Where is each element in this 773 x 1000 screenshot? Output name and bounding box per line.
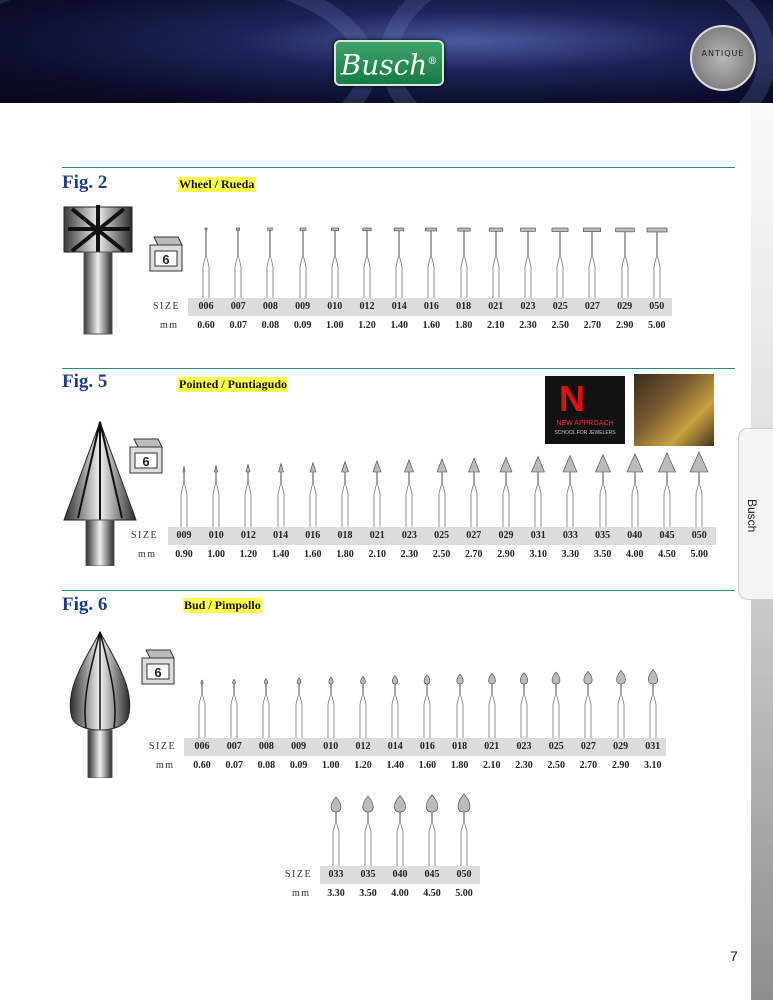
size-cell: 023 (520, 301, 536, 312)
size-cell: 021 (488, 301, 504, 312)
size-cell: 014 (273, 530, 289, 541)
size-cell: 012 (240, 530, 256, 541)
mm-cell: 0.60 (193, 760, 211, 771)
cone-bur-023 (396, 452, 422, 527)
bud-bur-035 (355, 790, 381, 866)
mm-cell: 5.00 (455, 888, 473, 899)
mm-cell: 4.00 (391, 888, 409, 899)
mm-cell: 4.50 (658, 549, 676, 560)
size-cell: 016 (419, 741, 435, 752)
size-cell: 023 (401, 530, 417, 541)
bud-bur-025 (543, 662, 569, 738)
cone-bur-012 (235, 452, 261, 527)
bud-bur-027 (575, 662, 601, 738)
mm-label: mm (138, 549, 157, 560)
bud-bur-045 (419, 790, 445, 866)
mm-label: mm (292, 888, 311, 899)
bud-bur-029 (608, 662, 634, 738)
bud-bur-012 (350, 662, 376, 738)
package-quantity-text: 6 (154, 665, 162, 680)
page-number: 7 (730, 948, 738, 964)
mm-cell: 1.60 (418, 760, 437, 771)
fig-2-name: Wheel / Rueda (179, 177, 255, 191)
wheel-bur-014 (386, 226, 412, 298)
wheel-bur-012 (354, 226, 380, 298)
size-cell: 029 (498, 530, 514, 541)
fig-5-title: Fig. 5 (62, 371, 108, 392)
fig-6-title: Fig. 6 (62, 594, 108, 615)
ad-new-approach[interactable] (545, 376, 625, 444)
wheel-bur-007 (225, 226, 251, 298)
mm-cell: 2.50 (551, 320, 569, 331)
wheel-bur-photo (60, 197, 138, 337)
mm-cell: 0.07 (225, 760, 243, 771)
wheel-bur-025 (547, 226, 573, 298)
size-cell: 050 (649, 301, 665, 312)
mm-cell: 3.30 (561, 549, 580, 560)
mm-cell: 1.40 (390, 320, 408, 331)
antique-seal-logo: ANTIQUE (690, 25, 756, 91)
mm-cell: 5.00 (648, 320, 666, 331)
size-cell: 007 (226, 741, 242, 752)
size-cell: 012 (355, 741, 371, 752)
size-label: SIZE (153, 301, 181, 312)
mm-cell: 3.10 (529, 549, 547, 560)
size-cell: 006 (194, 741, 210, 752)
wheel-bur-006 (193, 226, 219, 298)
mm-cell: 3.50 (593, 549, 612, 560)
mm-cell: 2.90 (615, 320, 634, 331)
size-bar (168, 527, 716, 545)
cone-bur-025 (429, 452, 455, 527)
mm-cell: 2.30 (515, 760, 533, 771)
wheel-bur-021 (483, 226, 509, 298)
size-cell: 035 (595, 530, 611, 541)
size-cell: 023 (516, 741, 532, 752)
size-cell: 027 (580, 741, 596, 752)
cone-bur-016 (300, 452, 326, 527)
bud-bur-007 (221, 662, 247, 738)
size-cell: 010 (323, 741, 339, 752)
mm-cell: 1.20 (239, 549, 258, 560)
bud-bur-050 (451, 790, 477, 866)
size-cell: 021 (484, 741, 500, 752)
size-bar (320, 866, 480, 884)
mm-cell: 1.80 (336, 549, 354, 560)
mm-cell: 0.08 (257, 760, 276, 771)
wheel-bur-027 (579, 226, 605, 298)
busch-logo: Busch® (334, 40, 444, 86)
mm-cell: 3.50 (359, 888, 377, 899)
size-cell: 040 (392, 869, 408, 880)
size-cell: 050 (456, 869, 472, 880)
size-cell: 010 (327, 301, 343, 312)
mm-cell: 1.00 (326, 320, 344, 331)
size-cell: 010 (208, 530, 224, 541)
section-rule (62, 590, 735, 591)
mm-cell: 1.40 (386, 760, 404, 771)
bud-bur-008 (253, 662, 279, 738)
mm-cell: 2.30 (400, 549, 419, 560)
section-tab-busch[interactable]: Busch (738, 428, 773, 600)
wheel-bur-023 (515, 226, 541, 298)
mm-cell: 0.09 (293, 320, 312, 331)
size-cell: 009 (176, 530, 192, 541)
mm-cell: 4.50 (423, 888, 441, 899)
mm-cell: 2.70 (465, 549, 483, 560)
size-cell: 045 (424, 869, 440, 880)
mm-cell: 0.07 (229, 320, 247, 331)
fig-6-name: Bud / Pimpollo (184, 598, 261, 612)
size-bar (188, 298, 672, 316)
size-bar (184, 738, 666, 756)
cone-bur-010 (203, 452, 229, 527)
size-cell: 014 (391, 301, 407, 312)
bud-bur-010 (318, 662, 344, 738)
package-quantity-text: 6 (142, 454, 150, 469)
cone-bur-021 (364, 452, 390, 527)
size-cell: 016 (423, 301, 439, 312)
bud-bur-016 (414, 662, 440, 738)
wheel-bur-008 (257, 226, 283, 298)
cone-bur-014 (268, 452, 294, 527)
size-cell: 008 (258, 741, 274, 752)
bud-bur-033 (323, 790, 349, 866)
size-label: SIZE (285, 869, 313, 880)
cone-bur-050 (686, 452, 712, 527)
page-header (0, 0, 773, 103)
mm-cell: 1.60 (304, 549, 322, 560)
size-cell: 007 (230, 301, 246, 312)
size-cell: 018 (456, 301, 472, 312)
wheel-bur-050 (644, 226, 670, 298)
size-cell: 009 (295, 301, 311, 312)
bud-bur-018 (447, 662, 473, 738)
size-cell: 006 (198, 301, 214, 312)
size-cell: 045 (659, 530, 675, 541)
section-rule (62, 368, 735, 369)
cone-bur-018 (332, 452, 358, 527)
size-cell: 031 (645, 741, 661, 752)
size-cell: 009 (291, 741, 307, 752)
cone-bur-031 (525, 452, 551, 527)
size-cell: 031 (530, 530, 546, 541)
size-cell: 025 (548, 741, 564, 752)
fig-5-name: Pointed / Puntiagudo (179, 377, 288, 391)
header-swirl (0, 0, 376, 103)
mm-cell: 1.80 (450, 760, 469, 771)
mm-cell: 2.90 (611, 760, 630, 771)
mm-cell: 1.00 (207, 549, 225, 560)
mm-cell: 0.08 (261, 320, 280, 331)
bud-bur-006 (189, 662, 215, 738)
mm-label: mm (156, 760, 175, 771)
mm-cell: 2.10 (483, 760, 501, 771)
bud-bur-photo (60, 630, 140, 778)
bud-bur-009 (286, 662, 312, 738)
wheel-bur-010 (322, 226, 348, 298)
mm-cell: 2.10 (487, 320, 505, 331)
jewelry-photo (634, 374, 714, 446)
package-quantity-icon (128, 437, 164, 475)
fig-2-title: Fig. 2 (62, 172, 108, 193)
package-quantity-icon (148, 235, 184, 273)
mm-cell: 2.50 (432, 549, 451, 560)
mm-cell: 1.20 (358, 320, 376, 331)
mm-cell: 0.60 (197, 320, 215, 331)
size-cell: 025 (552, 301, 568, 312)
mm-cell: 0.09 (289, 760, 308, 771)
size-cell: 014 (387, 741, 403, 752)
mm-cell: 2.70 (583, 320, 602, 331)
size-cell: 018 (452, 741, 468, 752)
wheel-bur-009 (290, 226, 316, 298)
mm-cell: 5.00 (690, 549, 708, 560)
size-cell: 021 (369, 530, 385, 541)
wheel-bur-018 (451, 226, 477, 298)
mm-cell: 3.30 (327, 888, 345, 899)
ad-line-1: NEW APPROACH (556, 420, 614, 427)
size-cell: 035 (360, 869, 376, 880)
size-cell: 025 (434, 530, 450, 541)
bud-bur-040 (387, 790, 413, 866)
size-cell: 016 (305, 530, 321, 541)
bud-bur-023 (511, 662, 537, 738)
size-cell: 012 (359, 301, 375, 312)
wheel-bur-016 (418, 226, 444, 298)
size-cell: 033 (562, 530, 578, 541)
mm-cell: 1.60 (422, 320, 441, 331)
cone-bur-040 (622, 452, 648, 527)
size-cell: 027 (466, 530, 482, 541)
mm-label: mm (160, 320, 179, 331)
ad-line-2: SCHOOL FOR JEWELERS (554, 430, 616, 436)
cone-bur-045 (654, 452, 680, 527)
bud-bur-014 (382, 662, 408, 738)
cone-bur-035 (590, 452, 616, 527)
size-cell: 027 (584, 301, 600, 312)
ad-logo-letter: N (559, 378, 585, 419)
cone-bur-029 (493, 452, 519, 527)
size-cell: 033 (328, 869, 344, 880)
bud-bur-021 (479, 662, 505, 738)
cone-bur-027 (461, 452, 487, 527)
mm-cell: 0.90 (175, 549, 193, 560)
wheel-bur-029 (612, 226, 638, 298)
package-quantity-icon (140, 648, 176, 686)
cone-bur-009 (171, 452, 197, 527)
mm-cell: 3.10 (644, 760, 662, 771)
section-rule (62, 167, 735, 168)
mm-cell: 1.00 (322, 760, 340, 771)
size-cell: 050 (691, 530, 707, 541)
cone-bur-033 (557, 452, 583, 527)
mm-cell: 4.00 (626, 549, 644, 560)
mm-cell: 1.40 (271, 549, 290, 560)
mm-cell: 1.80 (454, 320, 473, 331)
size-label: SIZE (131, 530, 159, 541)
mm-cell: 2.30 (519, 320, 537, 331)
size-cell: 029 (613, 741, 629, 752)
mm-cell: 2.10 (368, 549, 386, 560)
size-cell: 040 (627, 530, 643, 541)
mm-cell: 2.70 (579, 760, 598, 771)
mm-cell: 2.90 (497, 549, 515, 560)
mm-cell: 2.50 (547, 760, 565, 771)
mm-cell: 1.20 (354, 760, 372, 771)
package-quantity-text: 6 (162, 252, 170, 267)
size-cell: 008 (262, 301, 278, 312)
size-label: SIZE (149, 741, 177, 752)
size-cell: 029 (617, 301, 633, 312)
size-cell: 018 (337, 530, 353, 541)
bud-bur-031 (640, 662, 666, 738)
